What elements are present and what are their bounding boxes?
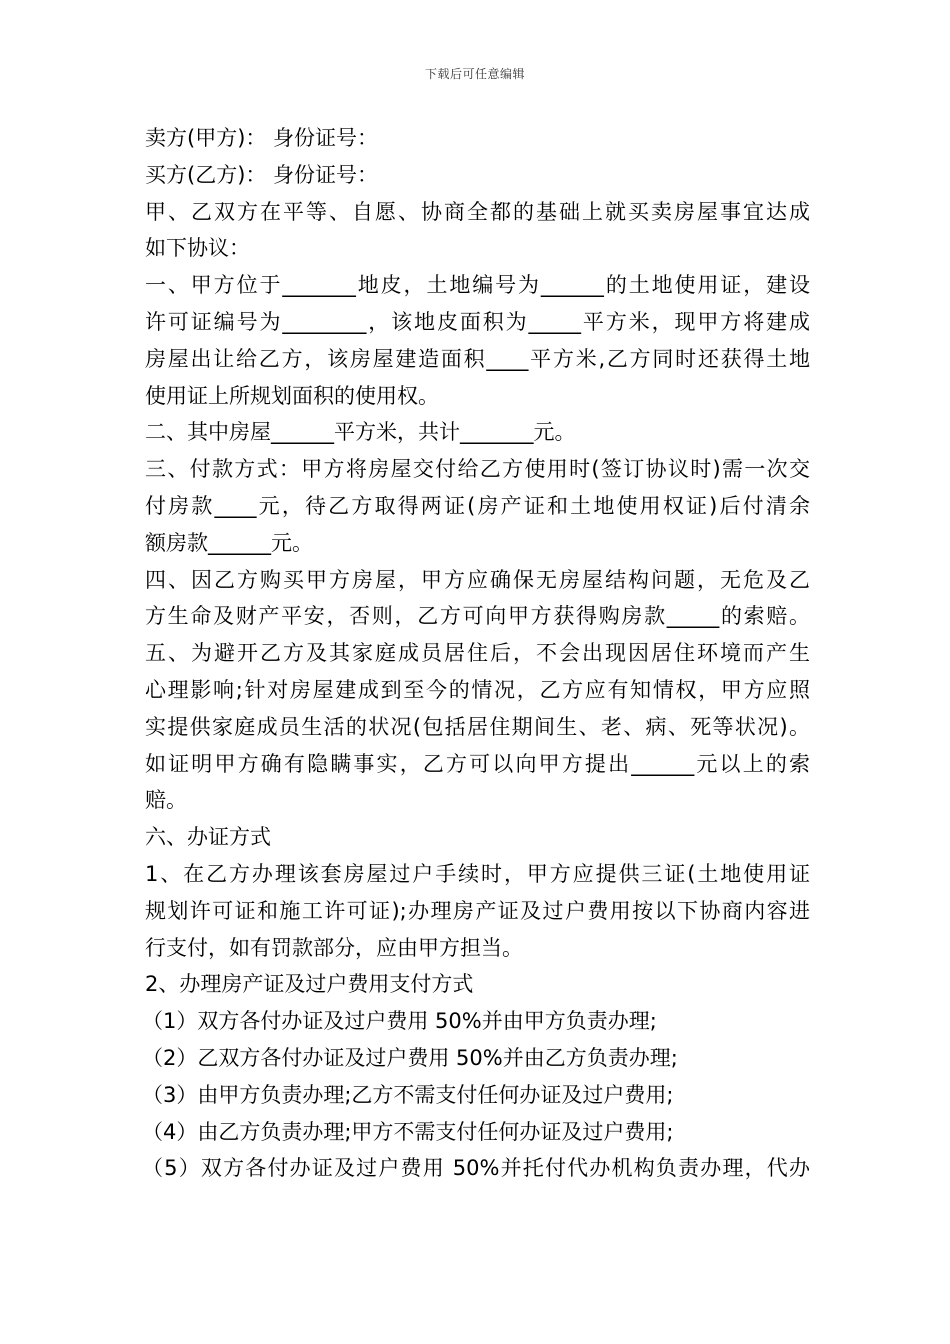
doc-line: 三、付款方式：甲方将房屋交付给乙方使用时(签订协议时)需一次交 <box>145 457 810 482</box>
doc-line: 卖方(甲方)： 身份证号： <box>145 126 379 150</box>
page-header-note: 下载后可任意编辑 <box>424 67 525 81</box>
doc-line: 心理影响;针对房屋建成到至今的情况，乙方应有知情权，甲方应照 <box>145 677 810 702</box>
doc-line: 规划许可证和施工许可证);办理房产证及过户费用按以下协商内容进 <box>145 898 810 923</box>
doc-line: 房屋出让给乙方，该房屋建造面积____平方米,乙方同时还获得土地 <box>145 346 810 371</box>
doc-line: 六、办证方式 <box>145 825 271 850</box>
doc-line: 买方(乙方)： 身份证号： <box>145 162 379 187</box>
doc-line: 一、甲方位于_______地皮，土地编号为______的土地使用证，建设 <box>145 273 810 298</box>
doc-line: 1、在乙方办理该套房屋过户手续时，甲方应提供三证(土地使用证 <box>145 861 810 886</box>
doc-line: 方生命及财产平安，否则，乙方可向甲方获得购房款_____的索赔。 <box>145 604 810 629</box>
doc-line: （3）由甲方负责办理;乙方不需支付任何办证及过户费用; <box>142 1082 674 1107</box>
doc-line: 付房款____元，待乙方取得两证(房产证和土地使用权证)后付清余 <box>145 493 810 518</box>
doc-line: 赔。 <box>145 788 187 813</box>
doc-line: （2）乙双方各付办证及过户费用 50%并由乙方负责办理; <box>142 1045 678 1070</box>
doc-line: （1）双方各付办证及过户费用 50%并由甲方负责办理; <box>142 1009 657 1034</box>
doc-line: 行支付，如有罚款部分，应由甲方担当。 <box>145 935 523 960</box>
doc-line: 许可证编号为________，该地皮面积为_____平方米，现甲方将建成 <box>145 309 810 334</box>
doc-line: 使用证上所规划面积的使用权。 <box>145 383 439 408</box>
doc-line: 如下协议： <box>145 236 250 261</box>
doc-line: （5）双方各付办证及过户费用 50%并托付代办机构负责办理，代办 <box>142 1156 810 1181</box>
doc-line: 实提供家庭成员生活的状况(包括居住期间生、老、病、死等状况)。 <box>145 714 810 739</box>
doc-line: 如证明甲方确有隐瞒事实，乙方可以向甲方提出______元以上的索 <box>145 751 810 776</box>
doc-line: 2、办理房产证及过户费用支付方式 <box>145 972 474 997</box>
doc-line: 甲、乙双方在平等、自愿、协商全都的基础上就买卖房屋事宜达成 <box>145 199 810 224</box>
doc-line: 四、因乙方购买甲方房屋，甲方应确保无房屋结构问题，无危及乙 <box>145 567 810 592</box>
doc-line: 五、为避开乙方及其家庭成员居住后，不会出现因居住环境而产生 <box>145 641 810 666</box>
document-body <box>142 120 810 1187</box>
doc-line: 额房款______元。 <box>145 530 313 555</box>
doc-line: 二、其中房屋______平方米，共计_______元。 <box>145 420 576 445</box>
doc-line: （4）由乙方负责办理;甲方不需支付任何办证及过户费用; <box>142 1119 674 1144</box>
